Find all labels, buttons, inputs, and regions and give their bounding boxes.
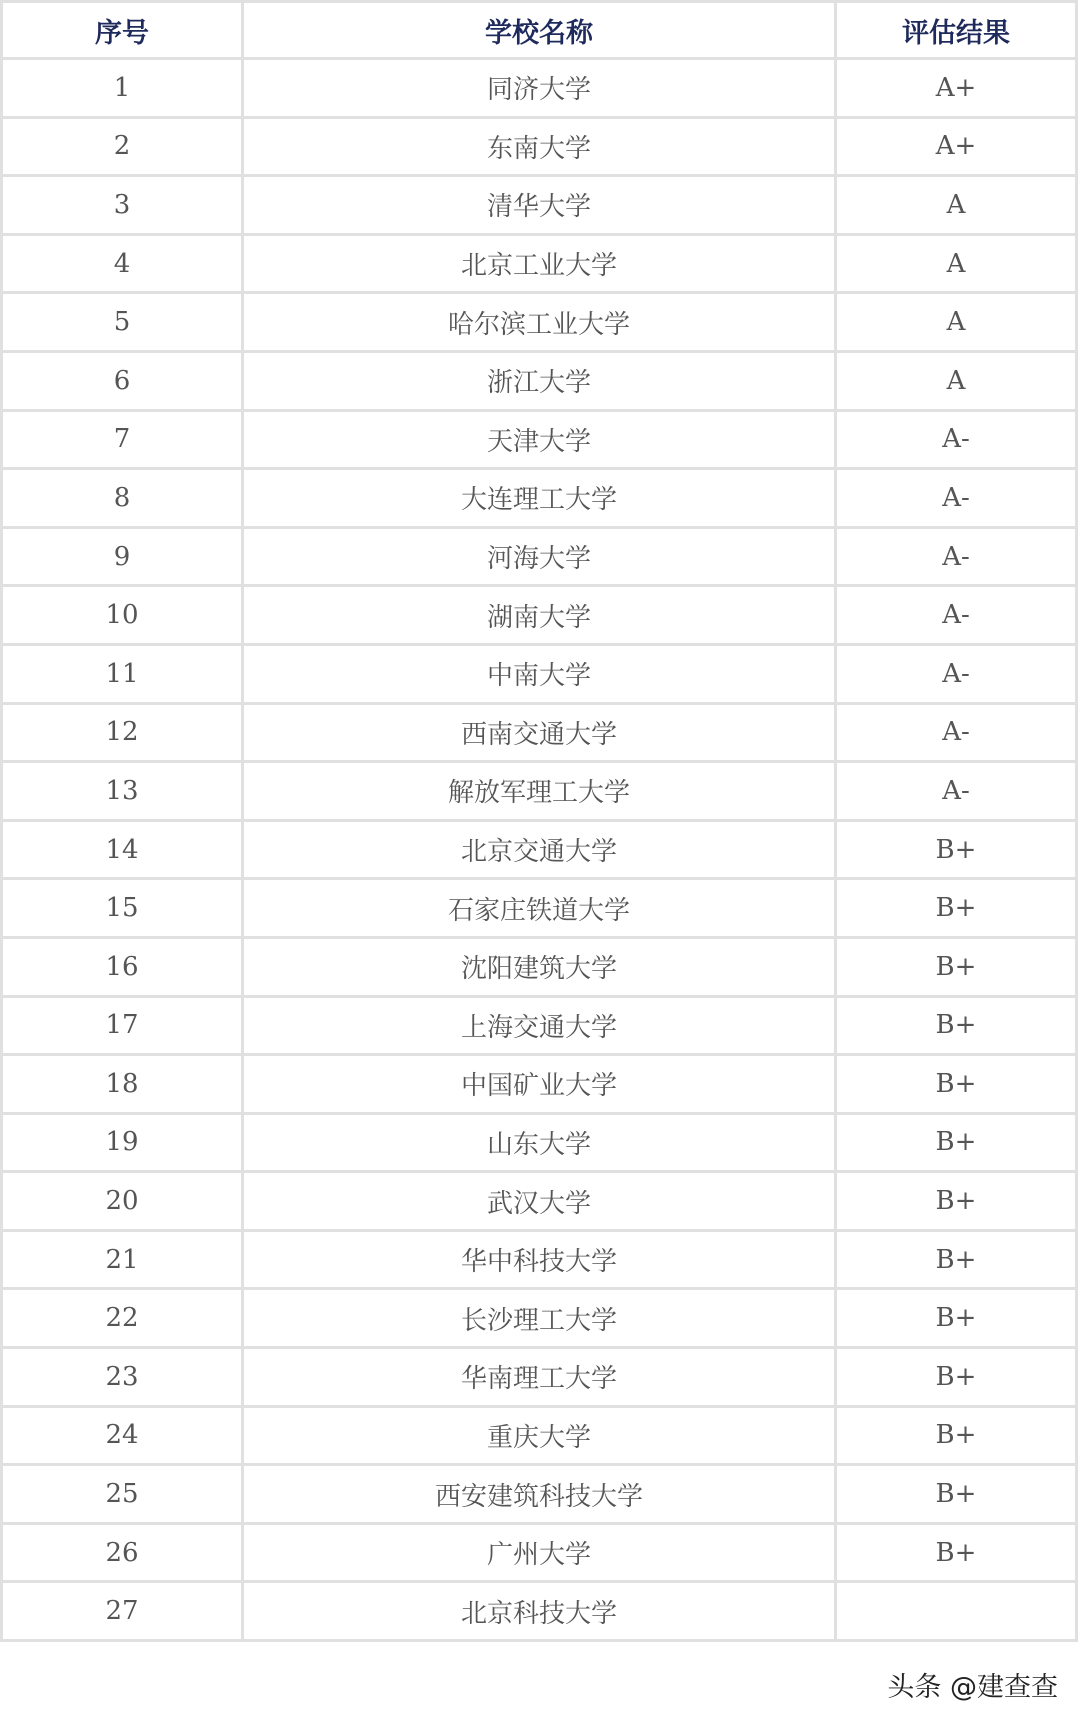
table-row: [2, 937, 1077, 996]
cell-school: 华中科技大学: [243, 1230, 836, 1289]
cell-index: 10: [2, 586, 243, 645]
table-row: [2, 351, 1077, 410]
cell-result: B+: [836, 1523, 1077, 1582]
cell-index: 25: [2, 1465, 243, 1524]
cell-index: 27: [2, 1582, 243, 1641]
table-row: [2, 117, 1077, 176]
header-index: 序号: [2, 2, 243, 59]
cell-result: B+: [836, 1113, 1077, 1172]
cell-result: A+: [836, 59, 1077, 118]
cell-school: 沈阳建筑大学: [243, 937, 836, 996]
table-row: [2, 176, 1077, 235]
cell-result: [836, 1582, 1077, 1641]
cell-school: 山东大学: [243, 1113, 836, 1172]
table-row: [2, 1230, 1077, 1289]
cell-school: 重庆大学: [243, 1406, 836, 1465]
table-row: [2, 762, 1077, 821]
cell-index: 3: [2, 176, 243, 235]
cell-school: 上海交通大学: [243, 996, 836, 1055]
cell-result: A+: [836, 117, 1077, 176]
cell-school: 长沙理工大学: [243, 1289, 836, 1348]
table-row: [2, 59, 1077, 118]
cell-index: 26: [2, 1523, 243, 1582]
cell-school: 西南交通大学: [243, 703, 836, 762]
cell-school: 武汉大学: [243, 1172, 836, 1231]
cell-school: 同济大学: [243, 59, 836, 118]
cell-result: B+: [836, 996, 1077, 1055]
cell-index: 19: [2, 1113, 243, 1172]
cell-school: 中南大学: [243, 644, 836, 703]
cell-result: B+: [836, 879, 1077, 938]
header-school: 学校名称: [243, 2, 836, 59]
cell-school: 河海大学: [243, 527, 836, 586]
table-row: [2, 1289, 1077, 1348]
cell-result: B+: [836, 937, 1077, 996]
cell-school: 北京交通大学: [243, 820, 836, 879]
cell-index: 15: [2, 879, 243, 938]
cell-index: 4: [2, 234, 243, 293]
table-row: [2, 703, 1077, 762]
table-row: [2, 996, 1077, 1055]
cell-index: 22: [2, 1289, 243, 1348]
table-row: [2, 1582, 1077, 1641]
cell-result: A-: [836, 410, 1077, 469]
table-row: [2, 1055, 1077, 1114]
cell-index: 13: [2, 762, 243, 821]
cell-index: 1: [2, 59, 243, 118]
cell-index: 18: [2, 1055, 243, 1114]
cell-result: A-: [836, 762, 1077, 821]
table-row: [2, 234, 1077, 293]
cell-result: A-: [836, 644, 1077, 703]
table-row: [2, 410, 1077, 469]
cell-result: A-: [836, 469, 1077, 528]
cell-result: A: [836, 234, 1077, 293]
table-row: [2, 820, 1077, 879]
cell-school: 北京工业大学: [243, 234, 836, 293]
table-row: [2, 1113, 1077, 1172]
cell-index: 12: [2, 703, 243, 762]
cell-index: 17: [2, 996, 243, 1055]
table-row: [2, 1172, 1077, 1231]
cell-index: 2: [2, 117, 243, 176]
cell-index: 7: [2, 410, 243, 469]
table-row: [2, 469, 1077, 528]
cell-school: 大连理工大学: [243, 469, 836, 528]
cell-school: 湖南大学: [243, 586, 836, 645]
cell-result: B+: [836, 1055, 1077, 1114]
cell-result: A-: [836, 703, 1077, 762]
cell-school: 西安建筑科技大学: [243, 1465, 836, 1524]
cell-result: A: [836, 351, 1077, 410]
cell-school: 石家庄铁道大学: [243, 879, 836, 938]
cell-index: 21: [2, 1230, 243, 1289]
table-row: [2, 1406, 1077, 1465]
cell-school: 解放军理工大学: [243, 762, 836, 821]
table-row: [2, 1523, 1077, 1582]
cell-result: B+: [836, 1348, 1077, 1407]
cell-school: 中国矿业大学: [243, 1055, 836, 1114]
cell-index: 6: [2, 351, 243, 410]
cell-school: 浙江大学: [243, 351, 836, 410]
cell-school: 北京科技大学: [243, 1582, 836, 1641]
table-row: [2, 1465, 1077, 1524]
table-row: [2, 293, 1077, 352]
cell-result: A: [836, 176, 1077, 235]
cell-school: 清华大学: [243, 176, 836, 235]
cell-result: B+: [836, 1465, 1077, 1524]
cell-school: 广州大学: [243, 1523, 836, 1582]
table-row: [2, 644, 1077, 703]
cell-school: 东南大学: [243, 117, 836, 176]
cell-index: 24: [2, 1406, 243, 1465]
table-row: [2, 527, 1077, 586]
cell-index: 5: [2, 293, 243, 352]
table-row: [2, 1348, 1077, 1407]
cell-result: B+: [836, 1406, 1077, 1465]
cell-school: 哈尔滨工业大学: [243, 293, 836, 352]
header-row: [2, 2, 1077, 59]
cell-school: 华南理工大学: [243, 1348, 836, 1407]
cell-result: B+: [836, 1289, 1077, 1348]
cell-result: B+: [836, 1172, 1077, 1231]
header-result: 评估结果: [836, 2, 1077, 59]
watermark: 头条 @建查查: [887, 1672, 1058, 1703]
table-row: [2, 879, 1077, 938]
table-row: [2, 586, 1077, 645]
cell-result: B+: [836, 1230, 1077, 1289]
cell-school: 天津大学: [243, 410, 836, 469]
cell-index: 16: [2, 937, 243, 996]
cell-result: A-: [836, 586, 1077, 645]
cell-result: A: [836, 293, 1077, 352]
cell-index: 11: [2, 644, 243, 703]
cell-index: 14: [2, 820, 243, 879]
cell-index: 8: [2, 469, 243, 528]
cell-index: 9: [2, 527, 243, 586]
cell-index: 20: [2, 1172, 243, 1231]
cell-result: B+: [836, 820, 1077, 879]
cell-result: A-: [836, 527, 1077, 586]
cell-index: 23: [2, 1348, 243, 1407]
